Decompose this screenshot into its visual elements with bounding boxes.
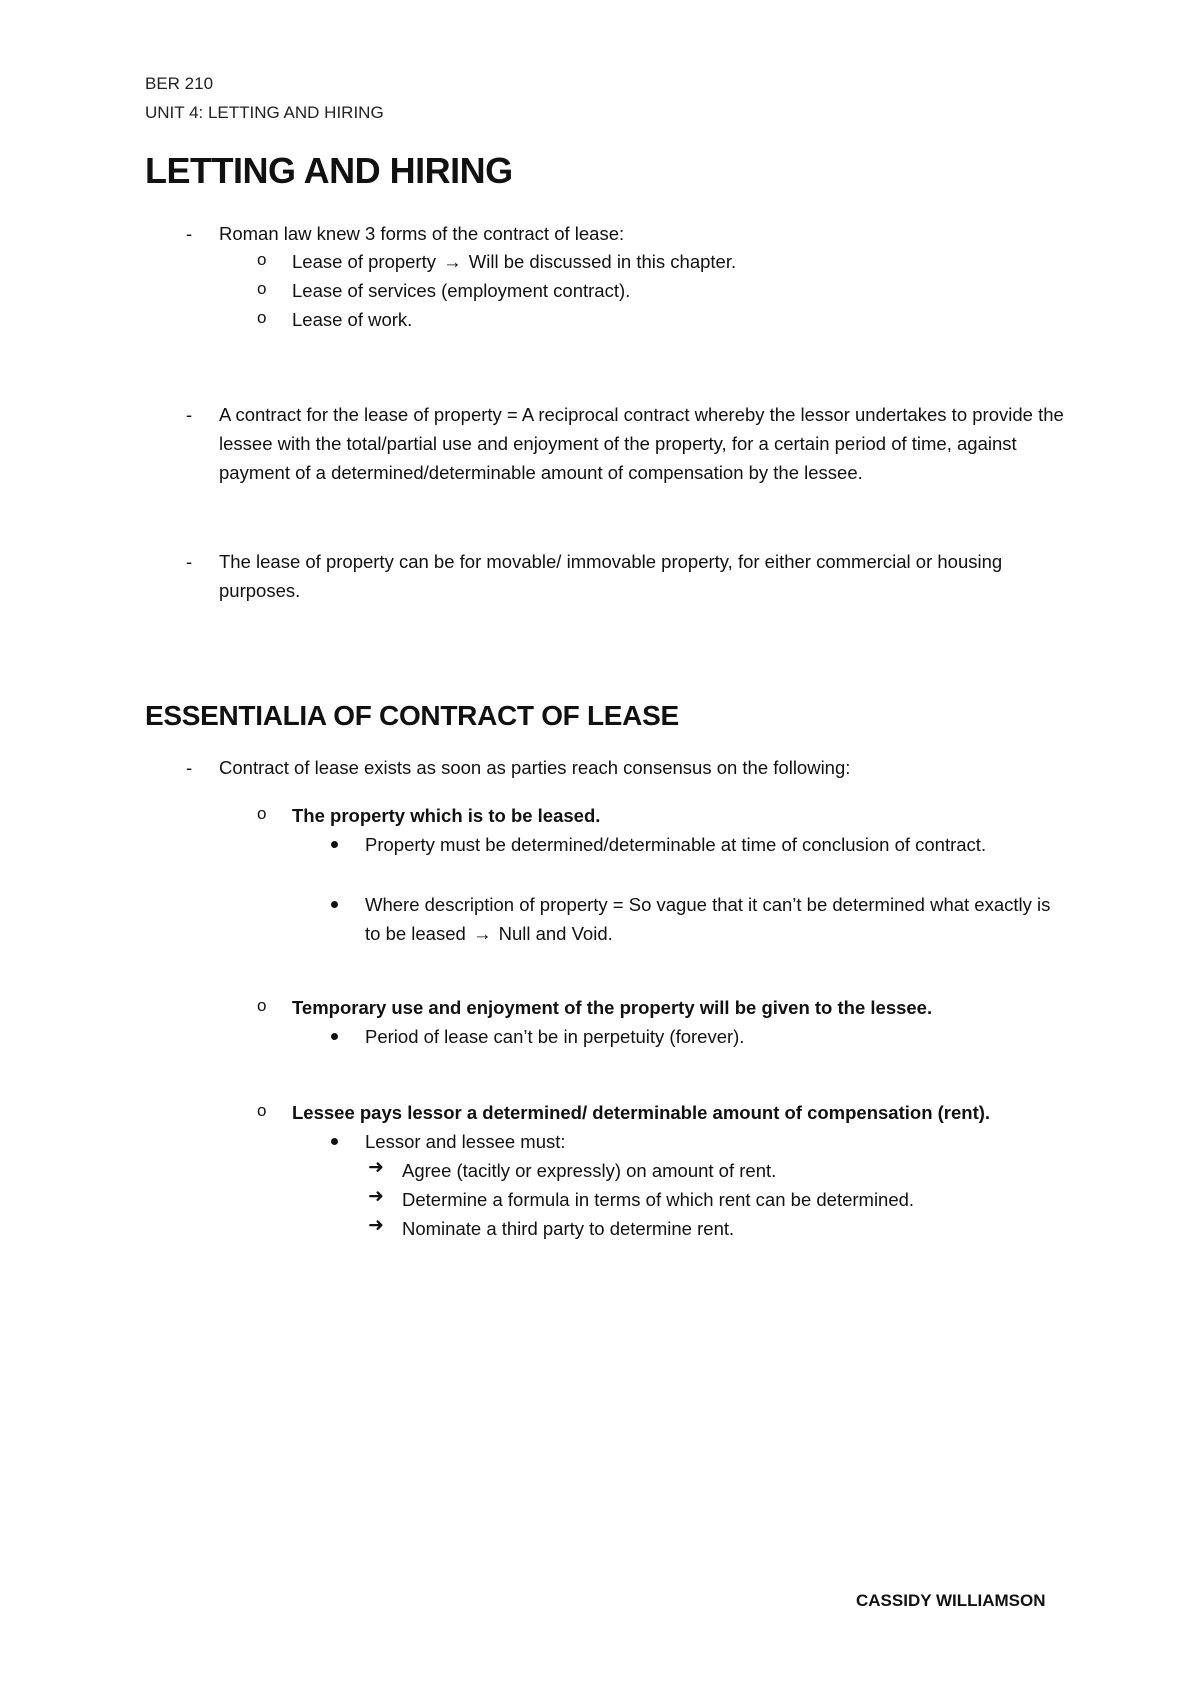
arrow-right-icon: ➜: [368, 1215, 384, 1236]
scope-paragraph: The lease of property can be for movable/ immovable property, for either commercial or housing purposes.: [219, 551, 1003, 601]
list-item: Property must be determined/determinable at time of conclusion of contract.: [365, 834, 987, 855]
dash-bullet: -: [186, 223, 193, 244]
circle-bullet: o: [257, 996, 267, 1015]
form-note: Will be discussed in this chapter.: [468, 251, 737, 272]
course-code: BER 210: [145, 74, 214, 93]
bullet-dot: [331, 1138, 338, 1145]
bullet-text: Where description of property = So vague that it can’t be determined what exactly is to be leased: [365, 894, 1051, 944]
forms-lead: Roman law knew 3 forms of the contract of lease:: [219, 223, 625, 244]
arrow-right-icon: ➜: [368, 1186, 384, 1207]
bullet-dot: [331, 901, 338, 908]
list-item: Lessor and lessee must:: [365, 1131, 566, 1152]
list-item: Lease of services (employment contract).: [292, 280, 631, 301]
circle-bullet: o: [257, 1101, 267, 1120]
form-name: Lease of property: [292, 251, 436, 272]
arrow-right-icon: →: [472, 923, 492, 944]
list-item: Agree (tacitly or expressly) on amount of rent.: [402, 1160, 777, 1181]
bullet-dot: [331, 841, 338, 848]
bullet-result: Null and Void.: [498, 923, 613, 944]
circle-bullet: o: [257, 308, 267, 327]
arrow-right-icon: ➜: [368, 1157, 384, 1178]
list-item: [292, 247, 736, 276]
list-item: Lease of work.: [292, 309, 413, 330]
essential-title: The property which is to be leased.: [292, 805, 601, 826]
definition-paragraph: A contract for the lease of property = A reciprocal contract whereby the lessor undertakes to provide the lessee with the total/partial use and enjoyment of the property, for a certain period of time, against payment of a determined/determinable amount of compensation by the lessee.: [219, 404, 1064, 483]
list-item: Nominate a third party to determine rent.: [402, 1218, 735, 1239]
essential-title: Temporary use and enjoyment of the property will be given to the lessee.: [292, 997, 933, 1018]
page-title: LETTING AND HIRING: [145, 150, 513, 191]
section-lead: Contract of lease exists as soon as parties reach consensus on the following:: [219, 757, 851, 778]
list-item: [365, 890, 1065, 948]
circle-bullet: o: [257, 279, 267, 298]
list-item: Determine a formula in terms of which rent can be determined.: [402, 1189, 915, 1210]
section-heading: ESSENTIALIA OF CONTRACT OF LEASE: [145, 700, 679, 731]
dash-bullet: -: [186, 404, 193, 425]
essential-title: Lessee pays lessor a determined/ determinable amount of compensation (rent).: [292, 1102, 991, 1123]
dash-bullet: -: [186, 757, 193, 778]
circle-bullet: o: [257, 250, 267, 269]
unit-title: UNIT 4: LETTING AND HIRING: [145, 103, 384, 122]
circle-bullet: o: [257, 804, 267, 823]
bullet-dot: [331, 1033, 338, 1040]
dash-bullet: -: [186, 551, 193, 572]
author-footer: CASSIDY WILLIAMSON: [856, 1591, 1046, 1610]
arrow-right-icon: →: [443, 251, 462, 272]
list-item: Period of lease can’t be in perpetuity (forever).: [365, 1026, 745, 1047]
